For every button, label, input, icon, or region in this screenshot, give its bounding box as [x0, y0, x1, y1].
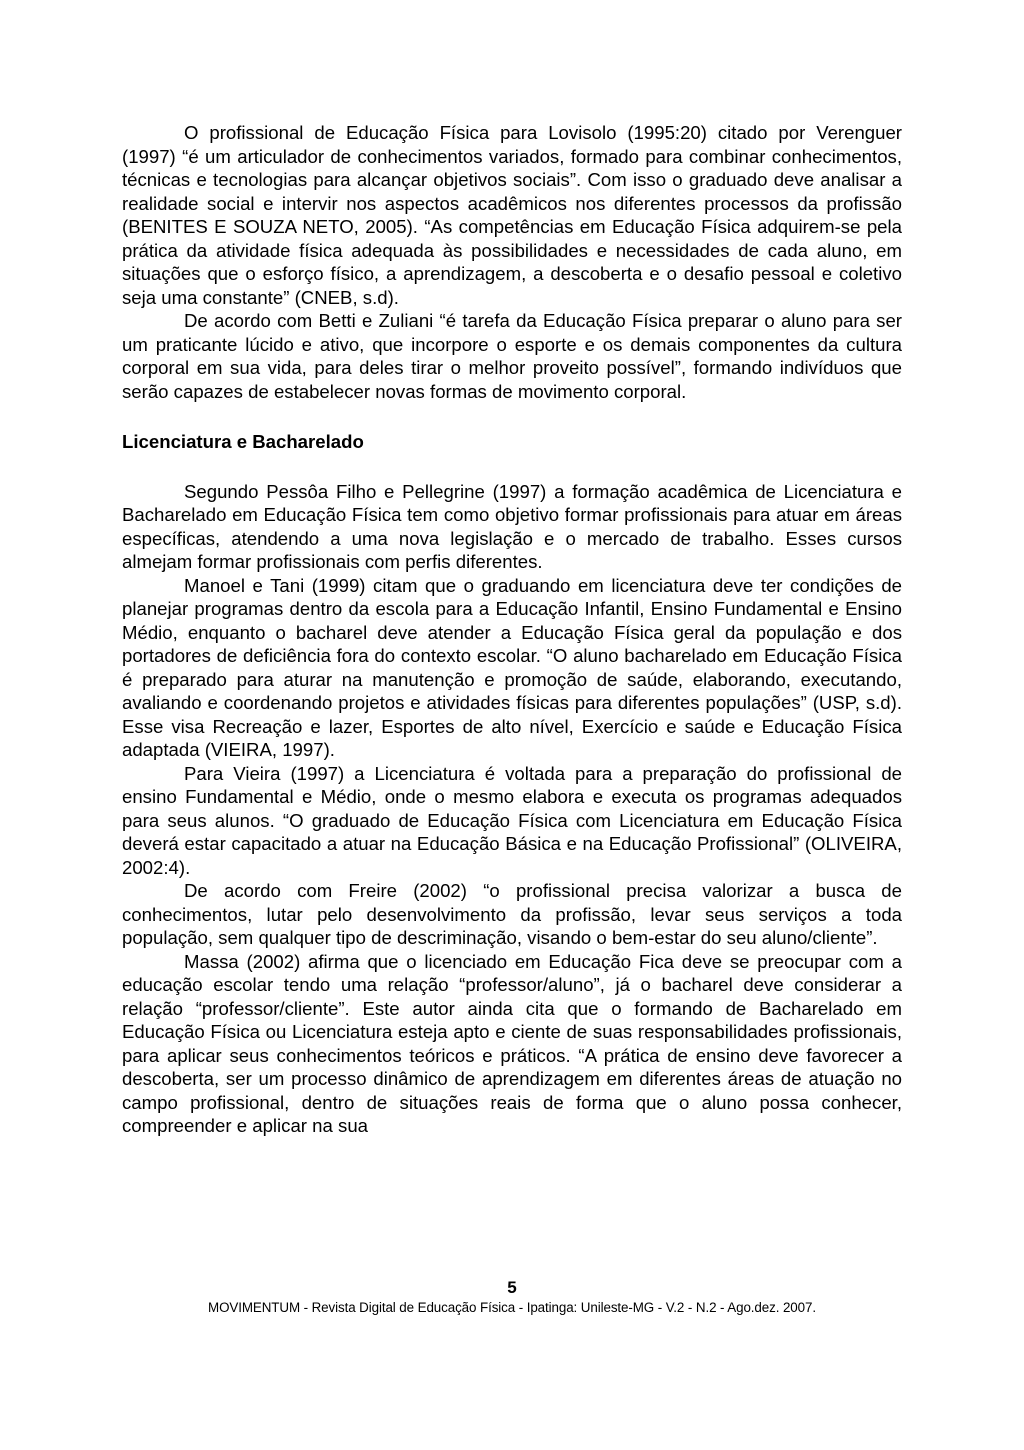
paragraph-pessoa-filho: Segundo Pessôa Filho e Pellegrine (1997) a formação acadêmica de Licenciatura e Bacharelado em Educação Física tem como objetivo formar profissionais para atuar em áreas específicas, atendendo a uma nova legislação e o mercado de trabalho. Esses cursos almejam formar profissionais com perfis diferentes. — [122, 480, 902, 572]
paragraph-betti-zuliani: De acordo com Betti e Zuliani “é tarefa da Educação Física preparar o aluno para ser um praticante lúcido e ativo, que incorpore o esporte e os demais componentes da cultura corporal em sua vida, para deles tirar o melhor proveito possível”, formando indivíduos que serão capazes de estabelecer novas formas de movimento corporal. — [122, 310, 902, 402]
page-number: 5 — [507, 1278, 517, 1297]
section-heading: Licenciatura e Bacharelado — [122, 431, 364, 452]
document-body — [122, 121, 902, 1138]
paragraph-freire: De acordo com Freire (2002) “o profissional precisa valorizar a busca de conhecimentos, lutar pelo desenvolvimento da profissão, levar seus serviços a toda população, sem qualquer tipo de descriminação, visando o bem-estar do seu aluno/cliente”. — [122, 880, 902, 948]
paragraph-massa: Massa (2002) afirma que o licenciado em Educação Fica deve se preocupar com a educação escolar tendo uma relação “professor/aluno”, já o bacharel deve considerar a relação “professor/cliente”. Este autor ainda cita que o formando de Bacharelado em Educação Física ou Licenciatura esteja apto e ciente de suas responsabilidades profissionais, para aplicar seus conhecimentos teóricos e práticos. “A prática de ensino deve favorecer a descoberta, ser um processo dinâmico de aprendizagem em diferentes áreas de atuação no campo profissional, dentro de situações reais de forma que o aluno possa conhecer, compreender e aplicar na sua — [122, 950, 902, 1136]
paragraph-vieira: Para Vieira (1997) a Licenciatura é voltada para a preparação do profissional de ensino Fundamental e Médio, onde o mesmo elabora e executa os programas adequados para seus alunos. “O graduado de Educação Física com Licenciatura em Educação Física deverá estar capacitado a atuar na Educação Básica e na Educação Profissional” (OLIVEIRA, 2002:4). — [122, 762, 902, 878]
paragraph-manoel-tani: Manoel e Tani (1999) citam que o graduando em licenciatura deve ter condições de planejar programas dentro da escola para a Educação Infantil, Ensino Fundamental e Ensino Médio, enquanto o bacharel deve atender a Educação Física geral da população e dos portadores de deficiência fora do contexto escolar. “O aluno bacharelado em Educação Física é preparado para aturar na manutenção e promoção de saúde, elaborando, executando, avaliando e coordenando projetos e atividades físicas para diferentes populações” (USP, s.d). Esse visa Recreação e lazer, Esportes de alto nível, Exercício e saúde e Educação Física adaptada (VIEIRA, 1997). — [122, 574, 902, 760]
paragraph-profissional: O profissional de Educação Física para Lovisolo (1995:20) citado por Verenguer (1997) “é um articulador de conhecimentos variados, formado para combinar conhecimentos, técnicas e tecnologias para alcançar objetivos sociais”. Com isso o graduado deve analisar a realidade social e intervir nos aspectos acadêmicos nos diferentes processos da profissão (BENITES E SOUZA NETO, 2005). “As competências em Educação Física adquirem-se pela prática da atividade física adequada às possibilidades e necessidades de cada aluno, em situações que o esforço físico, a aprendizagem, a descoberta e o desafio pessoal e coletivo seja uma constante” (CNEB, s.d). — [122, 122, 902, 308]
journal-footer: MOVIMENTUM - Revista Digital de Educação Física - Ipatinga: Unileste-MG - V.2 - N.2 - Ago.dez. 2007. — [208, 1300, 816, 1315]
